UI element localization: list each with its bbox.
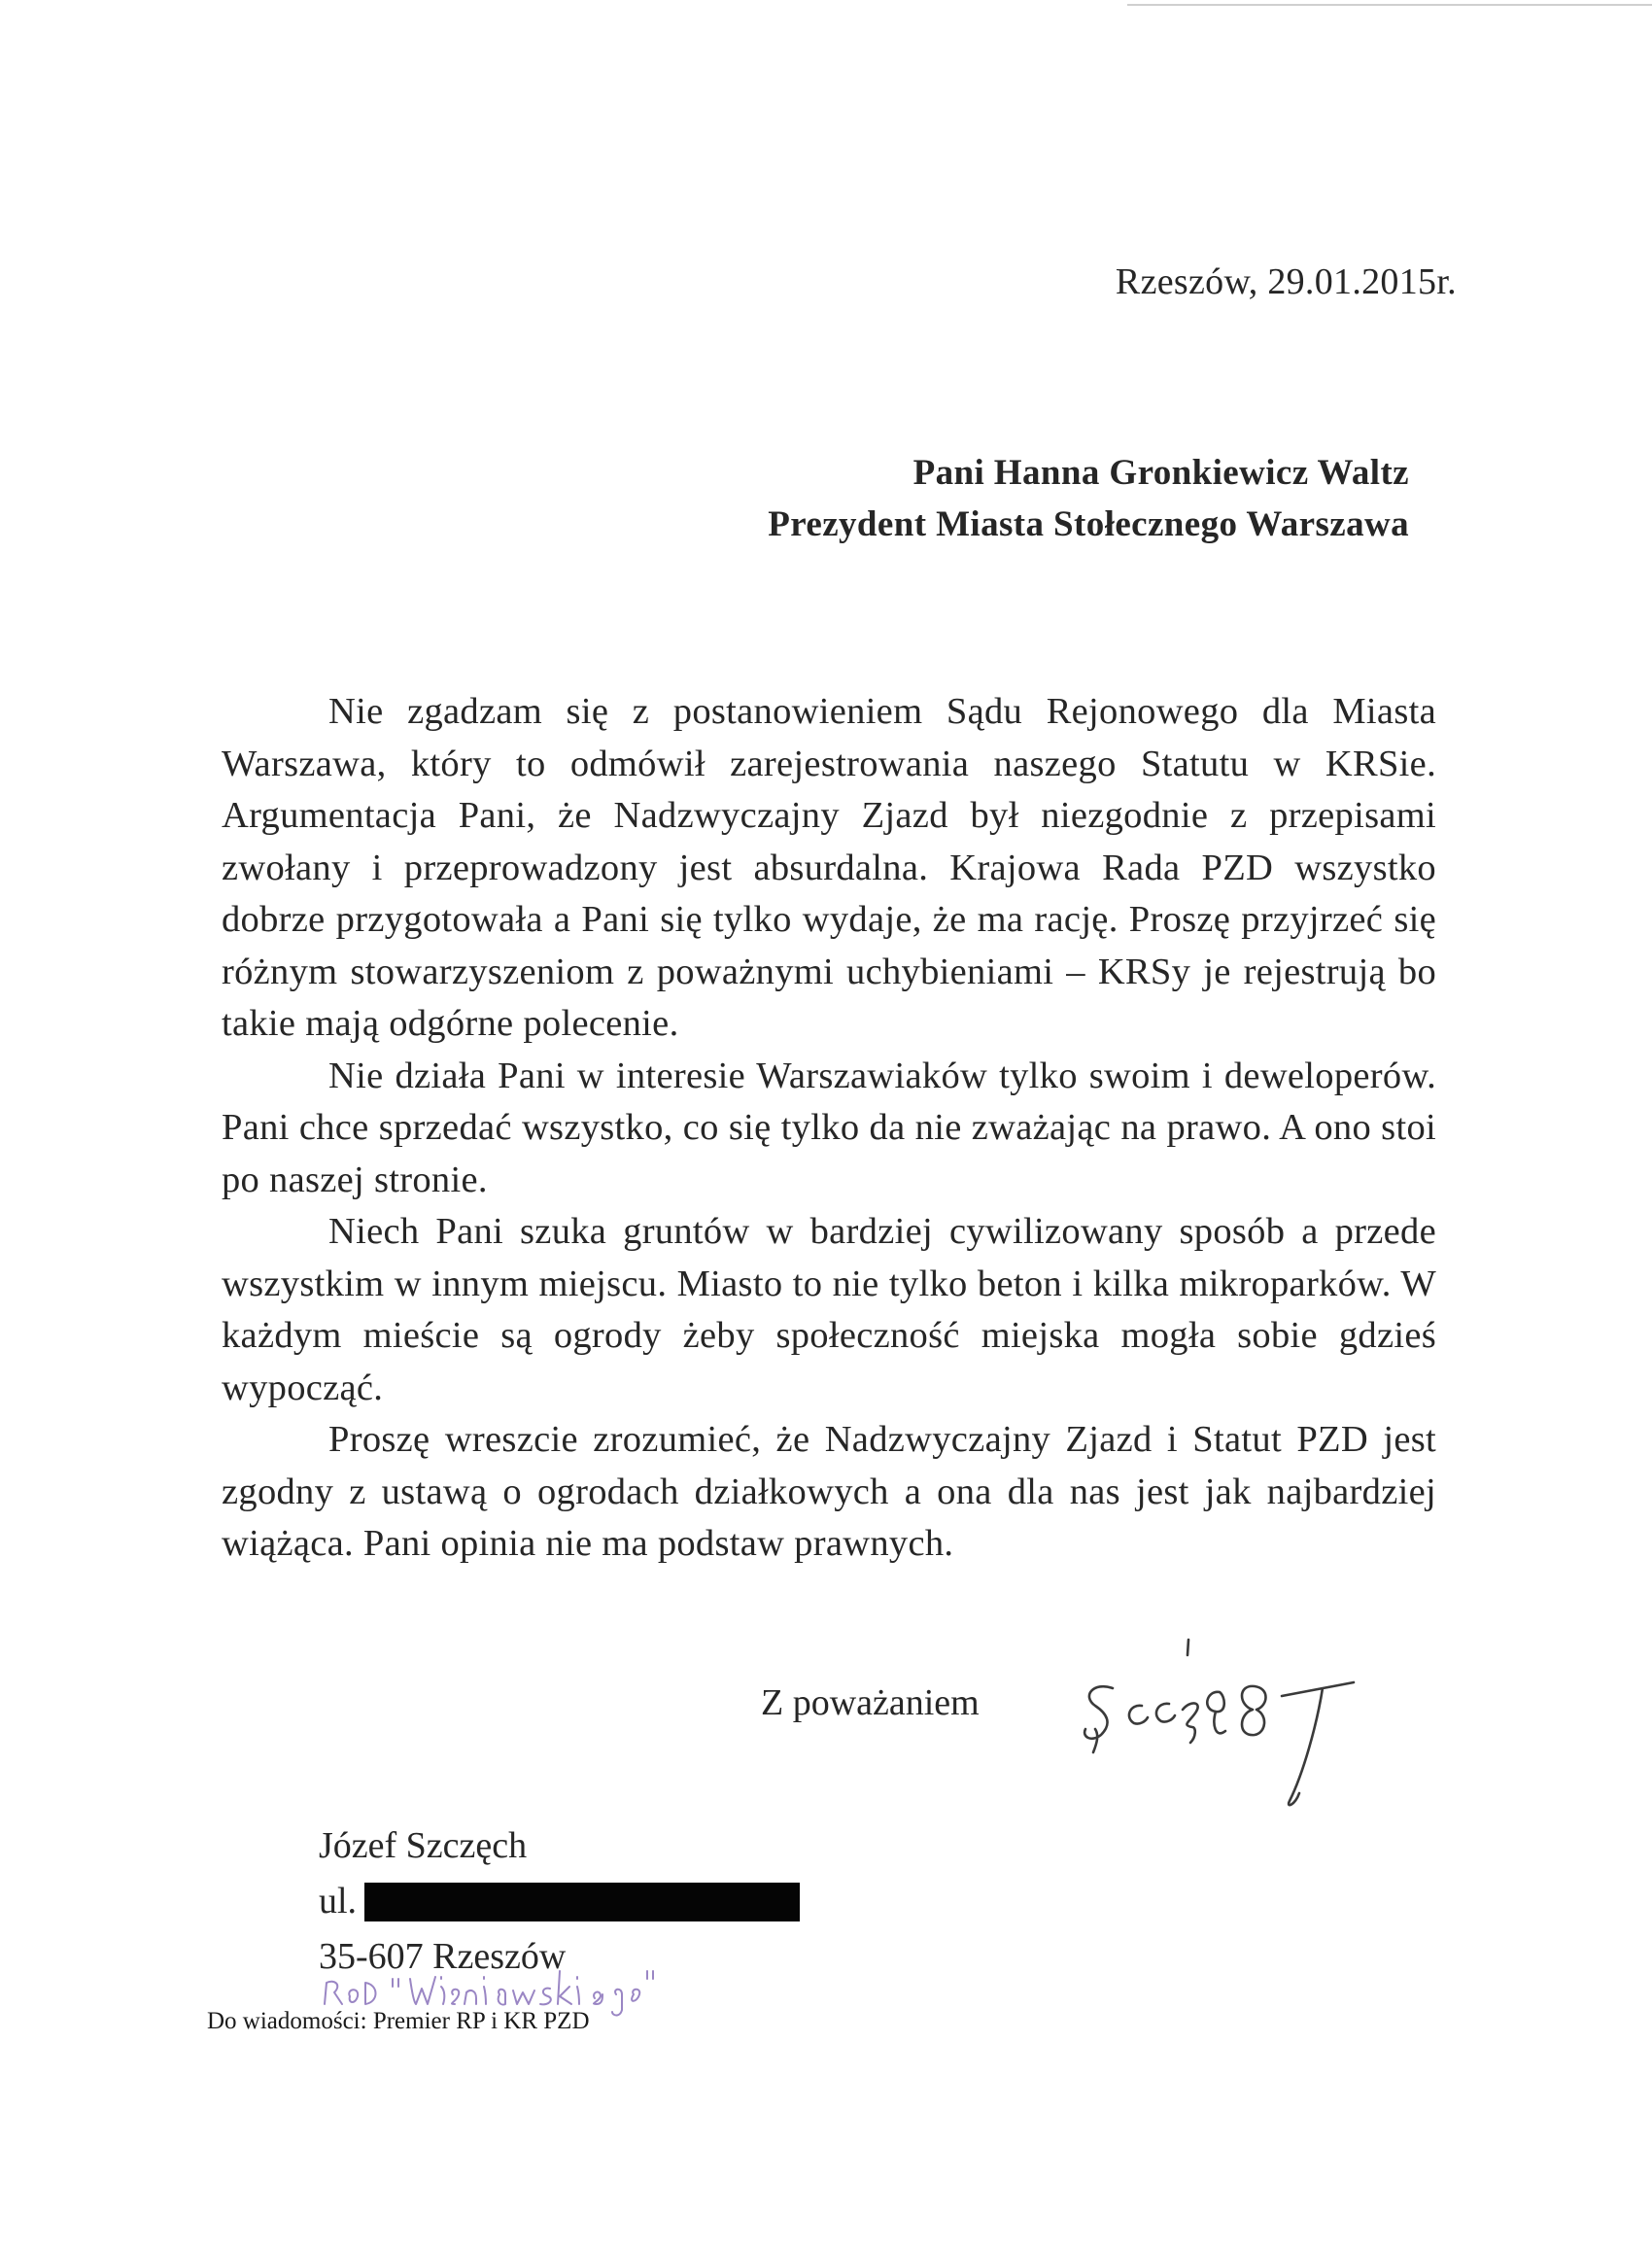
street-prefix: ul. [319,1881,358,1921]
recipient-block [768,447,1409,550]
handwritten-signature [1074,1628,1385,1813]
redaction-bar [364,1883,800,1921]
recipient-title: Prezydent Miasta Stołecznego Warszawa [768,504,1409,544]
letter-body [222,686,1436,1571]
cc-note: Do wiadomości: Premier RP i KR PZD [207,2008,590,2034]
closing-phrase: Z poważaniem [761,1682,980,1723]
sender-street [319,1874,800,1929]
body-paragraph-3: Niech Pani szuka gruntów w bardziej cywilizowany sposób a przede wszystkim w innym miejscu. Miasto to nie tylko beton i kilka mikroparków. W każdym mieście są ogrody żeby społeczność miejska mogła sobie gdzieś wypocząć. [222,1211,1436,1408]
body-paragraph-1: Nie zgadzam się z postanowieniem Sądu Rejonowego dla Miasta Warszawa, który to odmówił zarejestrowania naszego Statutu w KRSie. Argumentacja Pani, że Nadzwyczajny Zjazd był niezgodnie z przepisami zwołany i przeprowadzony jest absurdalna. Krajowa Rada PZD wszystko dobrze przygotowała a Pani się tylko wydaje, że ma rację. Proszę przyjrzeć się różnym stowarzyszeniom z poważnymi uchybieniami – KRSy je rejestrują bo takie mają odgórne polecenie. [222,691,1436,1044]
sender-city: 35-607 Rzeszów [319,1936,567,1977]
scan-edge-line [1127,4,1652,6]
recipient-name: Pani Hanna Gronkiewicz Waltz [912,453,1409,493]
body-paragraph-2: Nie działa Pani w interesie Warszawiaków tylko swoim i deweloperów. Pani chce sprzedać wszystko, co się tylko da nie zważając na prawo. A ono stoi po naszej stronie. [222,1055,1436,1200]
sender-address [319,1818,800,1985]
place-date: Rzeszów, 29.01.2015r. [1115,261,1457,302]
body-paragraph-4: Proszę wreszcie zrozumieć, że Nadzwyczajny Zjazd i Statut PZD jest zgodny z ustawą o ogrodach działkowych a ona dla nas jest jak najbardziej wiążąca. Pani opinia nie ma podstaw prawnych. [222,1419,1436,1564]
sender-name: Józef Szczęch [319,1825,528,1866]
